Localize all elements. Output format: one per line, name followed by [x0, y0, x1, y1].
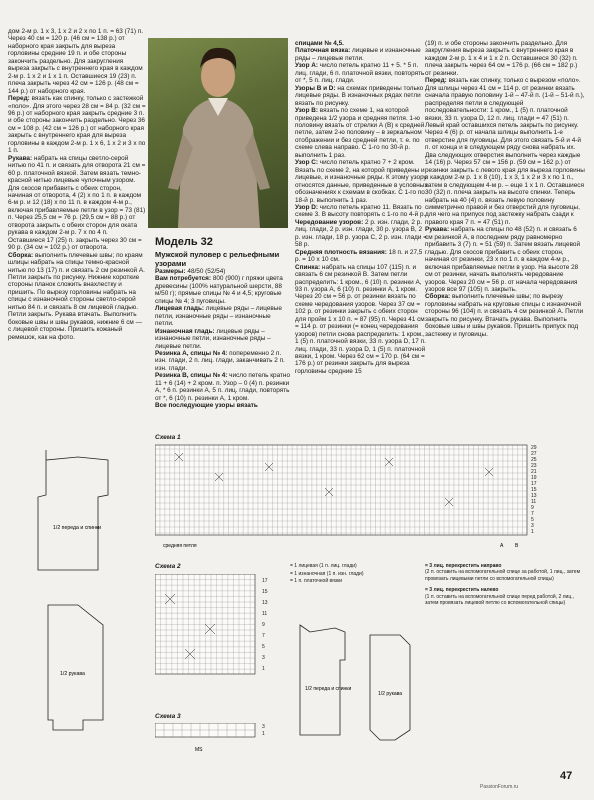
- rib-b-heading: Резинка В, спицы № 4:: [155, 372, 228, 380]
- front-heading-2: Перед:: [425, 77, 447, 85]
- pattern-bd-text: на схемах приведены только лицевые ряды. В изнаночных рядах петли вязать по рисунку.: [295, 84, 424, 107]
- schema1-arrow-a: А: [500, 543, 504, 549]
- alternation-heading: Чередование узоров:: [295, 218, 364, 226]
- back-text-cont: (19) п. и обе стороны закончить раздельно. Для закругления выреза закрыть с внутреннего края в каждом 2-м р. 1 х 4 и 1 х 2 п. Оставшиеся 30 (32) п. плеча закрыть через 64 см = 176 р. (66 см = 182 р.) от резинки.: [425, 40, 578, 77]
- assembly-text-2: выполнить плечевые швы; по вырезу горловины набрать на круговые спицы с изнаночной стороны 96 (104) п. и связать 4 см резинкой А. Петли закрыть по рисунку. Втачать рукава. Выполнить боковые швы и швы рукавов. Пришить припуск под застежку и пуговицы.: [425, 293, 584, 338]
- model-title: Модель 32: [155, 236, 213, 248]
- assembly-text: выполнить плечевые швы; по краям шлицы набрать на спицы темно-красной нитью по 13 (17) п. и связать 2 см резинкой А. Петли закрыть по рисунку. Нижние короткие стороны планок сложить внахлестку и пришить. По вырезу горловины набрать на спицы с изнаночной стороны светло-серой нитью 84 п. и связать 8 см лицевой гладью. Петли закрыть. Рукава втачать. Выполнить боковые швы и швы рукавов, нижние 6 см — с лицевой стороны. Пришить кожаный ремешок, как на фото.: [8, 251, 145, 341]
- materials-heading: Вам потребуется:: [155, 275, 212, 283]
- schema1-center-label: средняя петля: [163, 543, 197, 549]
- legend-purl: = 1 изнаночная (1 п. изн. глади): [290, 570, 364, 577]
- schema3-row-numbers: 3 1: [262, 724, 265, 737]
- back-heading-2: Спинка:: [295, 263, 321, 271]
- pattern-c-heading: Узор С:: [295, 159, 318, 167]
- gauge-text: 18 п. и 27,5 р. = 10 х 10 см.: [295, 248, 423, 264]
- schema2-grid: [155, 574, 260, 679]
- model-photo: [148, 38, 288, 228]
- legend-right: [425, 563, 585, 606]
- assembly-heading-2: Сборка:: [425, 293, 451, 301]
- schema3-title: Схема 3: [155, 713, 181, 720]
- gauge-heading: Средняя плотность вязания:: [295, 248, 387, 256]
- schema2-title: Схема 2: [155, 563, 181, 570]
- text-column-2: [155, 268, 290, 410]
- sizes-heading: Размеры:: [155, 268, 186, 275]
- schema3-grid: [155, 723, 260, 758]
- legend-left: [290, 563, 420, 586]
- front-text: вязать как спинку, только с застежкой «поло». Для этого через 28 см = 84 р. (32 см = 96 р.) от наборного края закрыть средние 3 п. и обе стороны закончить раздельно. Через 36 см = 108 р. (42 см = 126 р.) от наборного края закрыть с внутреннего края для выреза горловины в каждом 2-м р. 1 х 6, 1 х 2 и 3 х по 1 п.: [8, 95, 146, 155]
- pattern-diagram-sleeve-2: [360, 630, 430, 755]
- schema1-arrow-b: В: [515, 543, 519, 549]
- sleeves-heading: Рукава:: [8, 154, 33, 162]
- reverse-stockinette-heading: Изнаночная гладь:: [155, 327, 215, 335]
- schema3-ms-label: MS: [195, 747, 203, 753]
- legend-knit: = 1 лицевая (1 п. лиц. глади): [290, 563, 357, 569]
- alternation-text: 2 р. изн. глади, 2 р. лиц. глади, 2 р. изн. глади, 30 р. узора В, 2 р. изн. глади, 18 р. узора С, 2 р. изн. глади = 58 р.: [295, 218, 427, 249]
- pattern-d-text: число петель кратно 11. Вязать по схеме 3. В высоту повторять с 1-го по 4-й р.: [295, 203, 426, 219]
- assembly-heading: Сборка:: [8, 251, 34, 259]
- schema1-title: Схема 1: [155, 434, 181, 441]
- stockinette-heading: Лицевая гладь:: [155, 305, 205, 313]
- rib-a-text: попеременно 2 п. изн. глади, 2 п. лиц. глади, заканчивать 2 п. изн. глади.: [155, 349, 285, 372]
- materials-text: 800 (900) г пряжи цвета древесины (100% натуральной шерсти, 88 м/50 г); прямые спицы № 4 и 4,5; круговые спицы № 4; 3 пуговицы.: [155, 275, 283, 305]
- schema2-row-numbers: 17 15 13 11 9 7 5 3 1: [262, 578, 268, 672]
- legend-cross-right: (2 п. оставить на вспомогательной спице за работой, 1 лиц., затем провязать лицевыми петли со вспомогательной спицы): [425, 569, 581, 582]
- pattern-a-text: число петель кратно 11 + 5. * 5 п. лиц. глади, 6 п. платочной вязки, повторять от *, 5 п. лиц. глади.: [295, 62, 425, 85]
- pattern-label-back-1: 1/2 переда и спинки: [53, 525, 102, 531]
- pattern-label-back-2: 1/2 переда и спинки: [305, 686, 352, 692]
- text-column-4: [425, 40, 585, 338]
- page-number: 47: [560, 770, 573, 782]
- front-text-2: вязать как спинку, только с вырезом «поло». Для шлицы через 41 см = 114 р. от резинки вязать сначала правую половину 1-й – 47-й п. (1-й – 51-й п.), распределяя петли в следующей последовательности: 1 кром., 1 (5) п. платочной вязки, 33 п. узора D, 12 п. лиц. глади = 47 (51) п. Левый край оставшихся петель закрыть по рисунку. Через 4 (6) р. от начала шлицы выполнить 1-е отверстие для пуговицы. Для этого связать 5-й и 4-й п. от конца и в следующем ряду снова набрать их. Два следующих отверстия выполнить через каждые 14 (16) р. Через 57 см = 156 р. (59 см = 162 р.) от резинки закрыть с левого края для выреза горловины в каждом 2-м р. 1 х 8 (10), 1 х 3, 1 х 2 и 3 х по 1 п., затем в следующем 4-м р. – еще 1 х 1 п. Оставшиеся 30 (32) п. плеча закрыть на высоте спинки. Теперь набрать на 40 (4) п. вязать левую половину симметрично правой и без отверстий для пуговицы, для чего на припуск под застежку набрать сзади к правого края 7 п. = 47 (51) п.: [425, 77, 585, 226]
- legend-garter: = 1 п. платочной вязки: [290, 578, 343, 584]
- pattern-diagram-back-2: [285, 620, 365, 750]
- model-subtitle: Мужской пуловер с рельефными узорами: [155, 250, 280, 268]
- rib-b-text: число петель кратно 11 + 6 (14) + 2 кром. п. Узор – 0 (4) п. резинки А, * 6 п. резинки А, 5 п. лиц. глади, повторять от *, 6 (10) п. резинки А, 1 кром.: [155, 372, 291, 402]
- needles-note: Все последующие узоры вязать: [155, 402, 258, 410]
- sleeves-text-2: набрать на спицы по 48 (52) п. и связать 6 см резинкой А, в последнем ряду равномерно прибавить 3 (7) п. = 51 (59) п. Затем вязать лицевой гладью. Для скосов прибавить с обеих сторон, начиная от резинки, 23 х по 1 п. в каждом 4-м р., включая прибавляемые петли в узор. На высоте 28 см от резинки, начать выполнять чередование узоров. Через 20 см = 56 р. от начала чередования узоров все 97 (105) п. закрыть.: [425, 226, 581, 293]
- watermark: PassionForum.ru: [480, 784, 519, 790]
- pattern-c-text: число петель кратно 7 + 2 кром. Вязать по схеме 2, на которой приведены и лицевые, и изнаночные ряды. К этому узору относятся данные, приведенные в условных обозначениях к схемам в скобках. С 1-го по 18-й р. выполнить 1 раз.: [295, 159, 428, 204]
- needles-note-cont: спицами № 4,5.: [295, 40, 344, 47]
- back-text-2: набрать на спицы 107 (115) п. и связать 6 см резинкой В. Затем петли распределить: 1 кром., 6 (10) п. резинки А, 93 п. узора А, 6 (10) п. резинки А, 1 кром. Через 20 см = 56 р. от резинки вязать по схеме чередования узоров. Через 37 см = 102 р. от резинки закрыть с обеих сторон для пройм 1 х 10 п. = 87 (95) п. Через 41 см = 114 р. от резинки (= конец чередования узоров) петли снова распределить: 1 кром., 1 (5) п. платочной вязки, 33 п. узора D, 17 п. лиц. глади, 33 п. узора D, 1 (5) п. платочной вязки, 1 кром. Через 62 см = 170 р. (64 см = 176 р.) от резинки закрыть для выреза горловины средние 15: [295, 263, 426, 375]
- sleeves-text: набрать на спицы светло-серой нитью по 41 п. и связать для отворота 21 см = 60 р. платочной вязкой. Затем вязать темно-красной нитью лицевые чулочным узором. Для скосов прибавить с обеих сторон, начиная от отворота, 4 (2) х по 1 п. в каждом 6-м р. и 12 (18) х по 11 п. в каждом 4-м р., включая прибавляемые петли в узор = 73 (81) п. Через 25,5 см = 76 р. (29,5 см = 88 р.) от отворота закрыть с обеих сторон для оката рукава в каждом 2-м р. 7 х по 4 п. Оставшиеся 17 (25) п. закрыть через 30 см = 90 р. (34 см = 102 р.) от отворота.: [8, 154, 146, 252]
- pattern-bd-heading: Узоры В и D:: [295, 84, 336, 92]
- pattern-label-sleeve-2: 1/2 рукава: [378, 691, 403, 697]
- sizes-text: 48/50 (52/54): [185, 268, 226, 275]
- schema1-row-numbers: 29 27 25 23 21 19 17 15 13 11 9 7 5 3 1: [531, 445, 537, 535]
- garter-heading: Платочная вязка:: [295, 47, 351, 55]
- legend-cross-left-heading: = 3 лиц. перекрестить налево: [425, 587, 499, 594]
- text-column-3: [295, 40, 429, 375]
- back-text: дом 2-м р. 1 х 3, 1 х 2 и 2 х по 1 п. = 63 (71) п. Через 40 см = 120 р. (46 см = 138 р.) от наборного края закрыть для выреза горловины средние 19 п. и обе стороны закончить раздельно. Для закругления выреза закрыть с внутреннего края в каждом 2-м р. 1 х 2 и 1 х 1 п. Оставшиеся 19 (23) п. плеча закрыть через 42 см = 126 р. (48 см = 144 р.) от наборного края.: [8, 28, 143, 95]
- sleeves-heading-2: Рукава:: [425, 226, 450, 234]
- schema1-grid: [155, 443, 565, 553]
- pattern-b-heading: Узор В:: [295, 107, 318, 115]
- pattern-diagram-sleeve-1: [8, 600, 148, 755]
- pattern-b-text: вязать по схеме 1, на которой приведена 1/2 узора и средняя петля. 1-ю половину вязать от стрелки А (В) к средней петле, затем 2-ю половину – в зеркальном отображении и без средней петли, т. е. по схеме слева направо. С 1-го по 30-й р. выполнить 1 раз.: [295, 107, 425, 159]
- legend-cross-right-heading: = 3 лиц. перекрестить направо: [425, 563, 502, 569]
- rib-a-heading: Резинка А, спицы № 4:: [155, 349, 228, 357]
- legend-cross-left: (1 п. оставить на вспомогательной спице перед работой, 2 лиц., затем провязать лицевой петлю со вспомогательной спицы): [425, 593, 574, 607]
- pattern-diagram-back-1: [8, 445, 148, 580]
- pattern-a-heading: Узор А:: [295, 62, 318, 70]
- pattern-label-sleeve-1: 1/2 рукава: [60, 671, 85, 677]
- stockinette-text: лицевые ряды – лицевые петли, изнаночные ряды – изнаночные петли.: [155, 305, 282, 328]
- text-column-1: [8, 28, 146, 341]
- pattern-d-heading: Узор D:: [295, 203, 318, 211]
- reverse-stockinette-text: лицевые ряды – изнаночные петли, изнаночные ряды – лицевые петли.: [155, 327, 271, 350]
- garter-text: лицевые и изнаночные ряды – лицевые петли.: [295, 47, 421, 62]
- front-heading: Перед:: [8, 95, 30, 103]
